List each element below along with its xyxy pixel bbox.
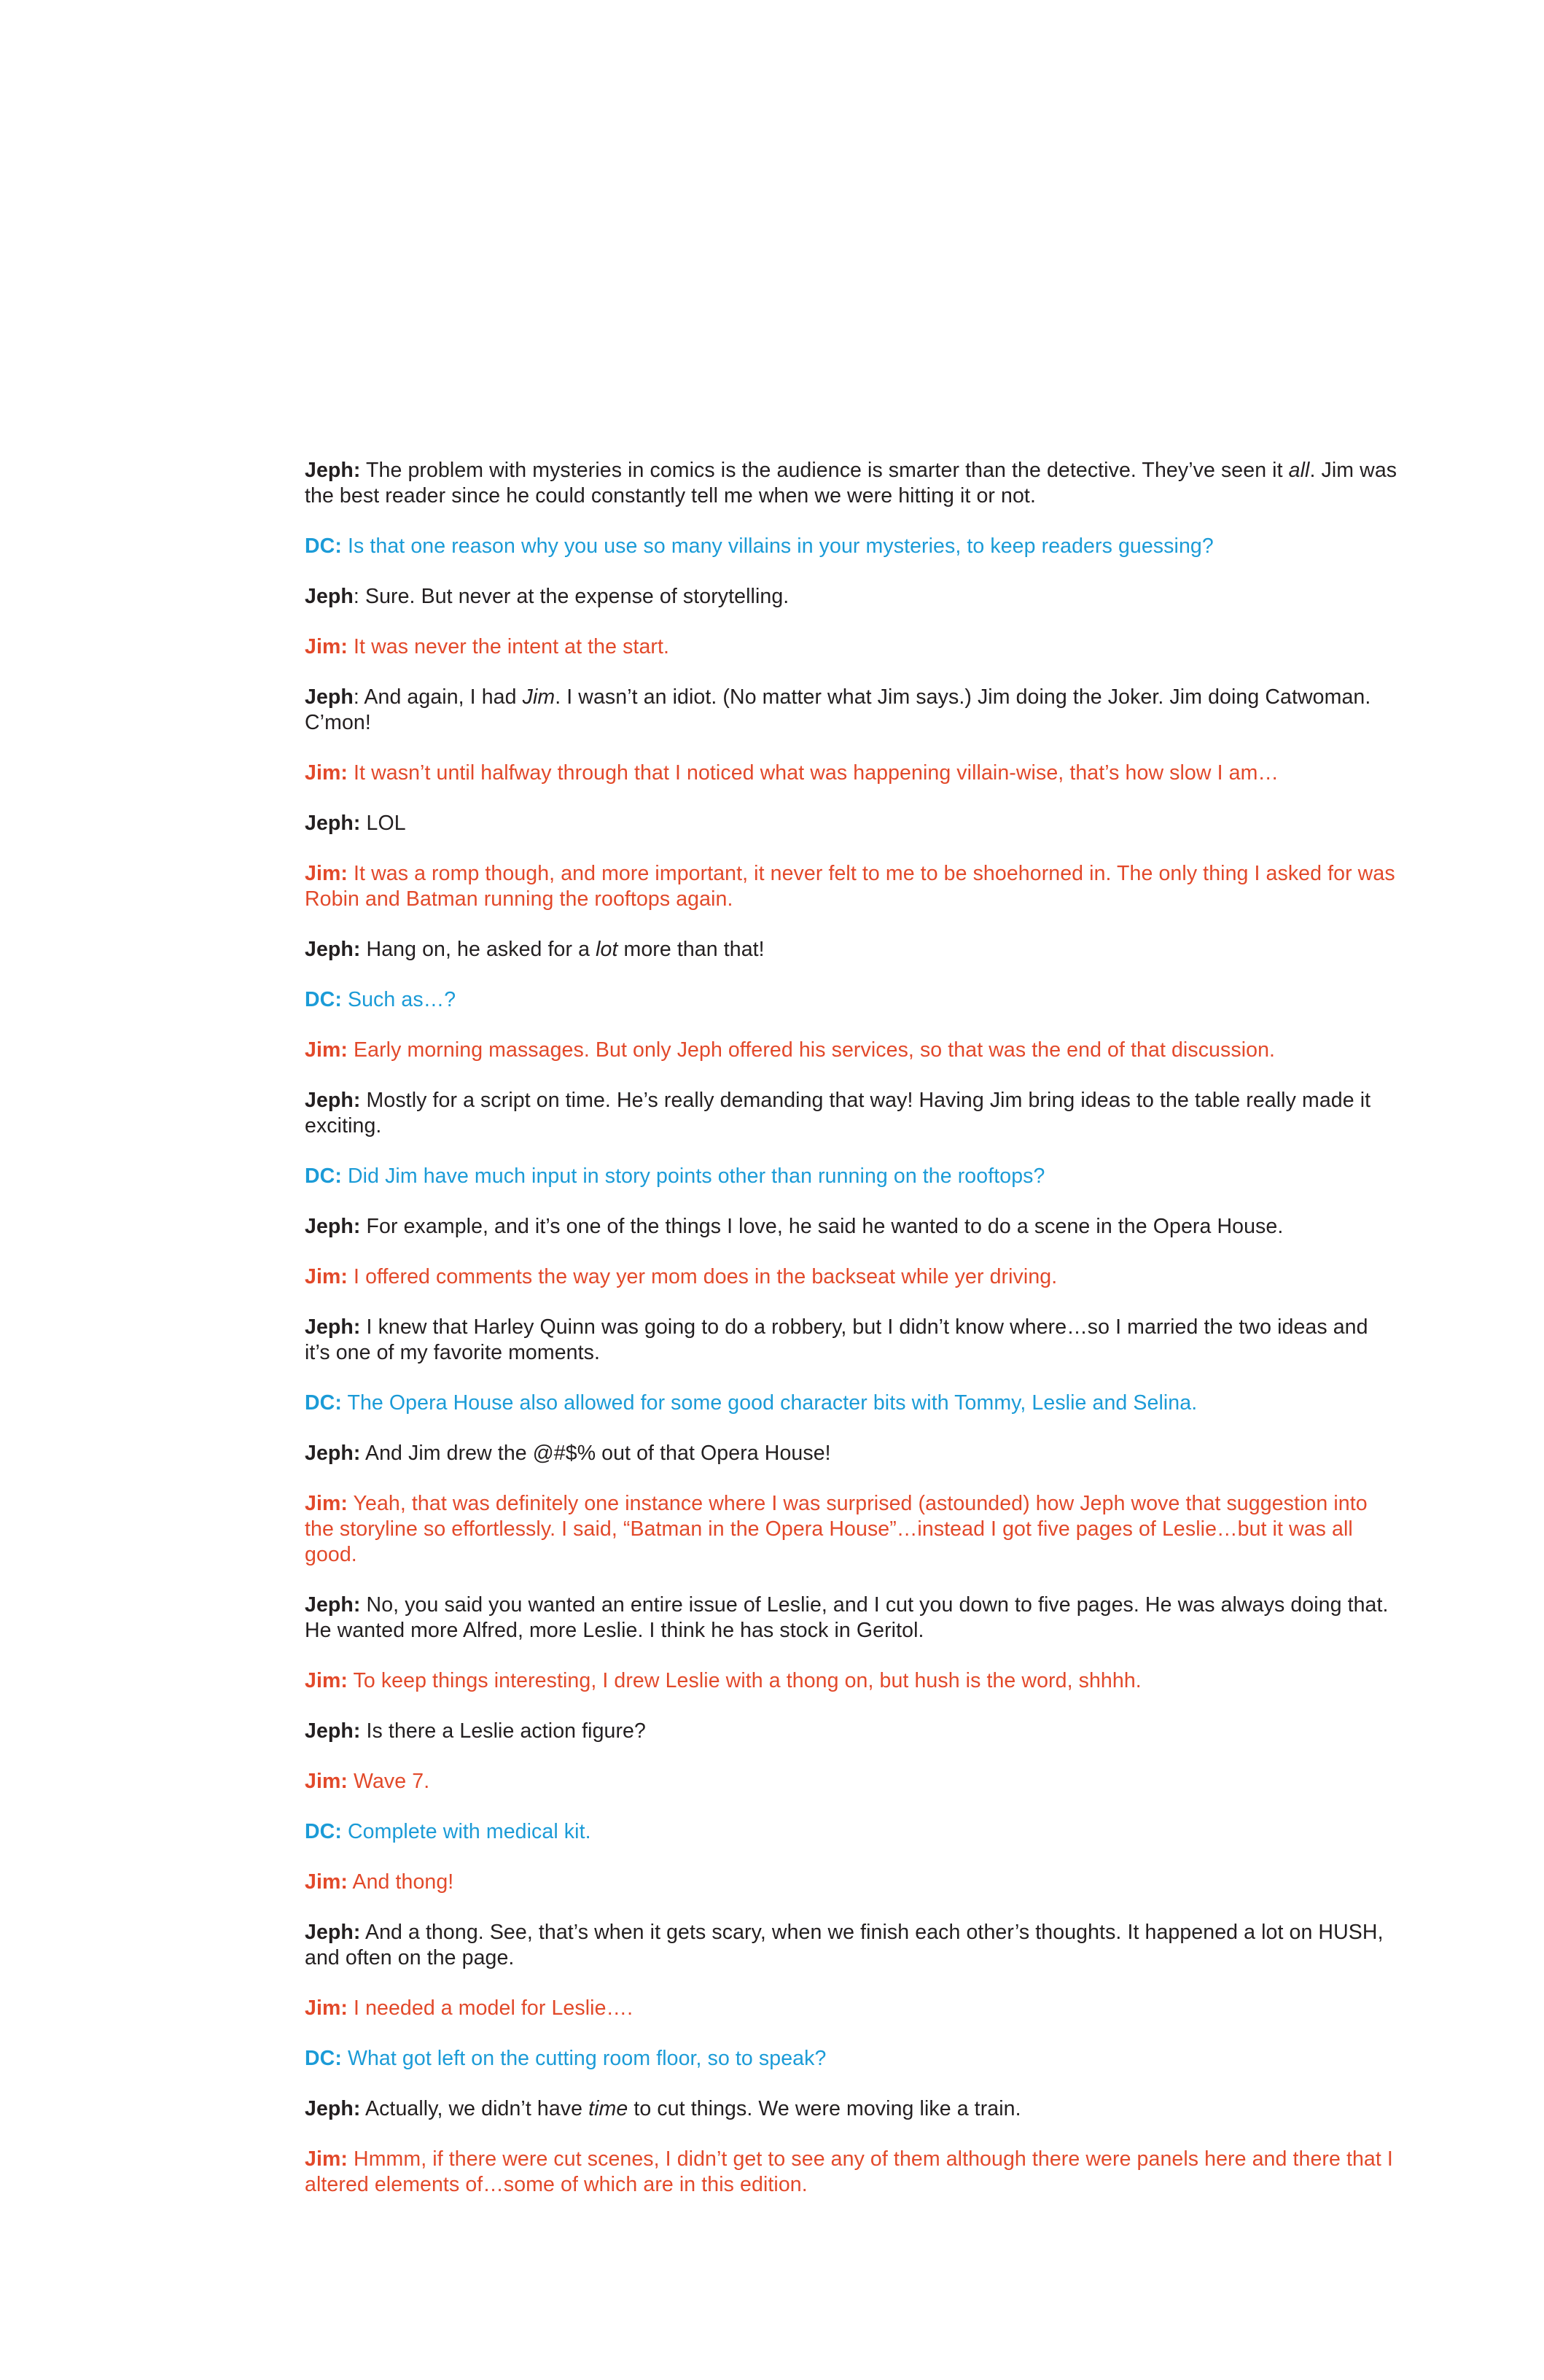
dialogue-text: to cut things. We were moving like a train. (628, 2097, 1021, 2120)
dialogue-text: Such as…? (341, 988, 456, 1011)
emphasis-text: lot (596, 938, 618, 961)
dialogue-text: No, you said you wanted an entire issue of Leslie, and I cut you down to five pages. He was always doing that. He wanted more Alfred, more Leslie. I think he has stock in Geritol. (305, 1593, 1389, 1642)
dialogue-line-jim (305, 1996, 1398, 2021)
dialogue-line-jim (305, 634, 1398, 660)
speaker-label: Jeph: (305, 812, 361, 835)
dialogue-text: Actually, we didn’t have (360, 2097, 589, 2120)
speaker-label: Jeph: (305, 1921, 361, 1944)
dialogue-text: Yeah, that was definitely one instance where I was surprised (astounded) how Jeph wove that suggestion into the storyline so effortlessly. I said, “Batman in the Opera House”…instead I got five pages of Leslie…but it was all good. (305, 1492, 1368, 1566)
speaker-label: DC: (305, 1391, 342, 1415)
dialogue-text: For example, and it’s one of the things I love, he said he wanted to do a scene in the Opera House. (360, 1215, 1284, 1238)
dialogue-text: LOL (360, 812, 406, 835)
dialogue-text: It was never the intent at the start. (348, 635, 670, 658)
dialogue-text: The problem with mysteries in comics is the audience is smarter than the detective. They’ve seen it (360, 459, 1289, 482)
dialogue-line-jeph (305, 458, 1398, 509)
dialogue-text: I needed a model for Leslie…. (348, 1996, 633, 2020)
speaker-label: Jim: (305, 1870, 348, 1894)
dialogue-text: Is there a Leslie action figure? (360, 1719, 646, 1743)
speaker-label: Jeph: (305, 459, 361, 482)
dialogue-text: To keep things interesting, I drew Leslie with a thong on, but hush is the word, shhhh. (348, 1669, 1142, 1692)
speaker-label: Jim: (305, 761, 348, 785)
speaker-label: Jim: (305, 1770, 348, 1793)
dialogue-line-dc (305, 2046, 1398, 2072)
dialogue-line-jim (305, 1769, 1398, 1794)
dialogue-text: And Jim drew the @#$% out of that Opera House! (360, 1442, 831, 1465)
dialogue-line-dc (305, 1164, 1398, 1189)
dialogue-line-jeph (305, 584, 1398, 610)
dialogue-line-jim (305, 761, 1398, 786)
dialogue-line-dc (305, 1819, 1398, 1845)
speaker-label: Jim: (305, 862, 348, 885)
dialogue-line-dc (305, 987, 1398, 1013)
dialogue-text: Is that one reason why you use so many villains in your mysteries, to keep readers guessing? (341, 534, 1214, 558)
emphasis-text: all (1288, 459, 1310, 482)
speaker-label: Jeph: (305, 1089, 361, 1112)
speaker-label: DC: (305, 2047, 342, 2070)
dialogue-line-jim (305, 1870, 1398, 1895)
dialogue-text: : Sure. But never at the expense of storytelling. (353, 585, 789, 608)
dialogue-text: more than that! (617, 938, 765, 961)
dialogue-text: I knew that Harley Quinn was going to do a robbery, but I didn’t know where…so I married the two ideas and it’s one of my favorite moments. (305, 1315, 1368, 1364)
dialogue-text: And thong! (348, 1870, 454, 1894)
emphasis-text: Jim (522, 685, 555, 709)
dialogue-text: The Opera House also allowed for some good character bits with Tommy, Leslie and Selina. (341, 1391, 1198, 1415)
speaker-label: DC: (305, 534, 342, 558)
dialogue-text: Complete with medical kit. (341, 1820, 591, 1843)
emphasis-text: time (588, 2097, 628, 2120)
dialogue-text: It wasn’t until halfway through that I noticed what was happening villain-wise, that’s how slow I am… (348, 761, 1279, 785)
dialogue-text: Hang on, he asked for a (360, 938, 596, 961)
speaker-label: Jim: (305, 1492, 348, 1515)
speaker-label: Jeph: (305, 1593, 361, 1617)
speaker-label: Jeph: (305, 938, 361, 961)
speaker-label: Jim: (305, 1669, 348, 1692)
interview-transcript (305, 458, 1398, 2222)
dialogue-text: . Jim was the best reader since he could constantly tell me when we were hitting it or not. (305, 459, 1397, 508)
dialogue-line-jeph (305, 1441, 1398, 1466)
dialogue-line-jeph (305, 811, 1398, 836)
speaker-label: Jim: (305, 2147, 348, 2171)
dialogue-line-jeph (305, 2096, 1398, 2122)
speaker-label: Jeph: (305, 2097, 361, 2120)
speaker-label: Jim: (305, 635, 348, 658)
speaker-label: Jeph (305, 585, 354, 608)
dialogue-text: : And again, I had (353, 685, 523, 709)
dialogue-line-jeph (305, 1592, 1398, 1644)
dialogue-text: It was a romp though, and more important, it never felt to me to be shoehorned in. The only thing I asked for was Robin and Batman running the rooftops again. (305, 862, 1395, 911)
speaker-label: DC: (305, 1164, 342, 1188)
dialogue-text: Wave 7. (348, 1770, 430, 1793)
dialogue-line-jim (305, 1491, 1398, 1568)
speaker-label: Jim: (305, 1265, 348, 1288)
dialogue-line-dc (305, 1391, 1398, 1416)
dialogue-line-jeph (305, 1088, 1398, 1139)
speaker-label: DC: (305, 988, 342, 1011)
speaker-label: Jim: (305, 1038, 348, 1062)
dialogue-line-jim (305, 861, 1398, 912)
dialogue-line-jeph (305, 1719, 1398, 1744)
speaker-label: Jeph: (305, 1215, 361, 1238)
dialogue-text: Mostly for a script on time. He’s really demanding that way! Having Jim bring ideas to the table really made it exciting. (305, 1089, 1371, 1138)
dialogue-text: I offered comments the way yer mom does in the backseat while yer driving. (348, 1265, 1058, 1288)
speaker-label: Jeph (305, 685, 354, 709)
dialogue-text: And a thong. See, that’s when it gets scary, when we finish each other’s thoughts. It happened a lot on HUSH, and often on the page. (305, 1921, 1384, 1969)
dialogue-line-jeph (305, 1214, 1398, 1240)
dialogue-line-jim (305, 2147, 1398, 2198)
speaker-label: Jeph: (305, 1719, 361, 1743)
speaker-label: Jeph: (305, 1442, 361, 1465)
speaker-label: DC: (305, 1820, 342, 1843)
dialogue-text: Did Jim have much input in story points other than running on the rooftops? (341, 1164, 1045, 1188)
dialogue-text: What got left on the cutting room floor, so to speak? (341, 2047, 827, 2070)
dialogue-line-jeph (305, 685, 1398, 736)
dialogue-line-jeph (305, 1315, 1398, 1366)
dialogue-line-jim (305, 1264, 1398, 1290)
dialogue-line-jim (305, 1668, 1398, 1694)
dialogue-line-jeph (305, 1920, 1398, 1971)
dialogue-line-jim (305, 1038, 1398, 1063)
dialogue-line-jeph (305, 937, 1398, 962)
speaker-label: Jeph: (305, 1315, 361, 1339)
speaker-label: Jim: (305, 1996, 348, 2020)
dialogue-text: . I wasn’t an idiot. (No matter what Jim says.) Jim doing the Joker. Jim doing Catwoman. C’mon! (305, 685, 1371, 734)
dialogue-text: Early morning massages. But only Jeph offered his services, so that was the end of that discussion. (348, 1038, 1276, 1062)
dialogue-line-dc (305, 534, 1398, 559)
dialogue-text: Hmmm, if there were cut scenes, I didn’t get to see any of them although there were panels here and there that I altered elements of…some of which are in this edition. (305, 2147, 1393, 2196)
